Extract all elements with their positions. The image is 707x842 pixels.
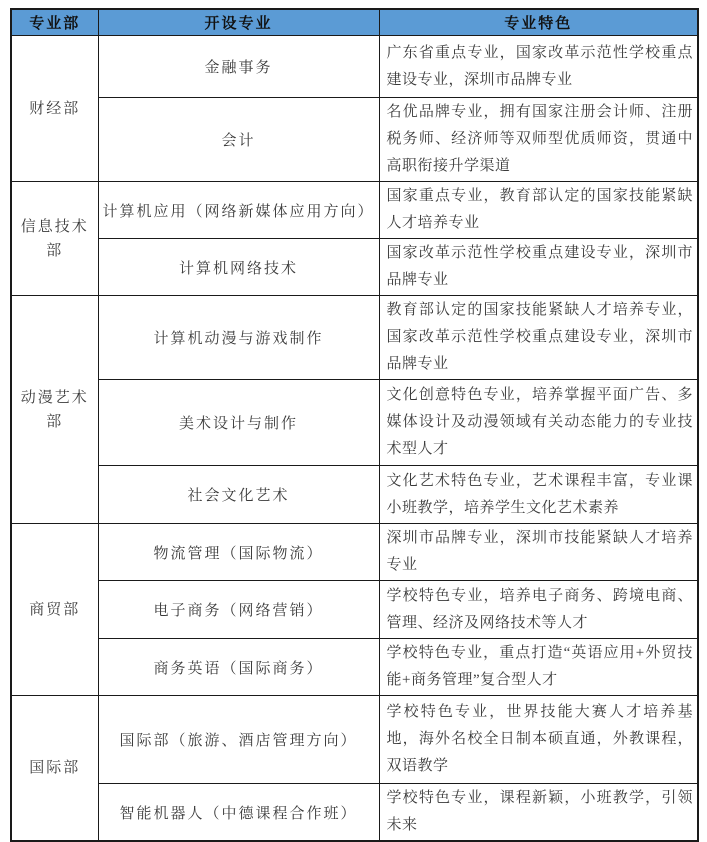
table-row [11,784,698,842]
table-row [11,581,698,639]
department-cell: 信息技术部 [11,182,98,296]
major-cell: 物流管理（国际物流） [98,524,379,581]
major-cell: 电子商务（网络营销） [98,581,379,639]
table-row [11,182,698,239]
feature-cell: 学校特色专业，课程新颖，小班教学，引领未来 [379,784,698,842]
major-cell: 美术设计与制作 [98,380,379,466]
table-row [11,696,698,784]
major-cell: 会计 [98,98,379,182]
table-row [11,36,698,98]
feature-cell: 国家重点专业，教育部认定的国家技能紧缺人才培养专业 [379,182,698,239]
table-row [11,524,698,581]
col-header-department: 专业部 [11,9,98,36]
table-row [11,239,698,296]
department-cell: 财经部 [11,36,98,182]
feature-cell: 名优品牌专业，拥有国家注册会计师、注册税务师、经济师等双师型优质师资，贯通中高职衔接升学渠道 [379,98,698,182]
department-cell: 国际部 [11,696,98,842]
major-cell: 计算机应用（网络新媒体应用方向） [98,182,379,239]
table-row [11,639,698,696]
major-cell: 计算机网络技术 [98,239,379,296]
major-cell: 智能机器人（中德课程合作班） [98,784,379,842]
col-header-feature: 专业特色 [379,9,698,36]
feature-cell: 文化艺术特色专业，艺术课程丰富，专业课小班教学，培养学生文化艺术素养 [379,466,698,524]
header-row [11,9,698,36]
feature-cell: 国家改革示范性学校重点建设专业，深圳市品牌专业 [379,239,698,296]
feature-cell: 广东省重点专业，国家改革示范性学校重点建设专业，深圳市品牌专业 [379,36,698,98]
major-cell: 商务英语（国际商务） [98,639,379,696]
feature-cell: 文化创意特色专业，培养掌握平面广告、多媒体设计及动漫领域有关动态能力的专业技术型人才 [379,380,698,466]
major-cell: 计算机动漫与游戏制作 [98,296,379,380]
table-row [11,296,698,380]
major-cell: 国际部（旅游、酒店管理方向） [98,696,379,784]
col-header-major: 开设专业 [98,9,379,36]
department-cell: 商贸部 [11,524,98,696]
feature-cell: 深圳市品牌专业，深圳市技能紧缺人才培养专业 [379,524,698,581]
table-row [11,380,698,466]
majors-table [10,8,699,842]
feature-cell: 教育部认定的国家技能紧缺人才培养专业，国家改革示范性学校重点建设专业，深圳市品牌专业 [379,296,698,380]
feature-cell: 学校特色专业，重点打造“英语应用+外贸技能+商务管理”复合型人才 [379,639,698,696]
department-cell: 动漫艺术部 [11,296,98,524]
feature-cell: 学校特色专业，世界技能大赛人才培养基地，海外名校全日制本硕直通，外教课程，双语教学 [379,696,698,784]
feature-cell: 学校特色专业，培养电子商务、跨境电商、管理、经济及网络技术等人才 [379,581,698,639]
table-row [11,466,698,524]
major-cell: 金融事务 [98,36,379,98]
table-row [11,98,698,182]
major-cell: 社会文化艺术 [98,466,379,524]
